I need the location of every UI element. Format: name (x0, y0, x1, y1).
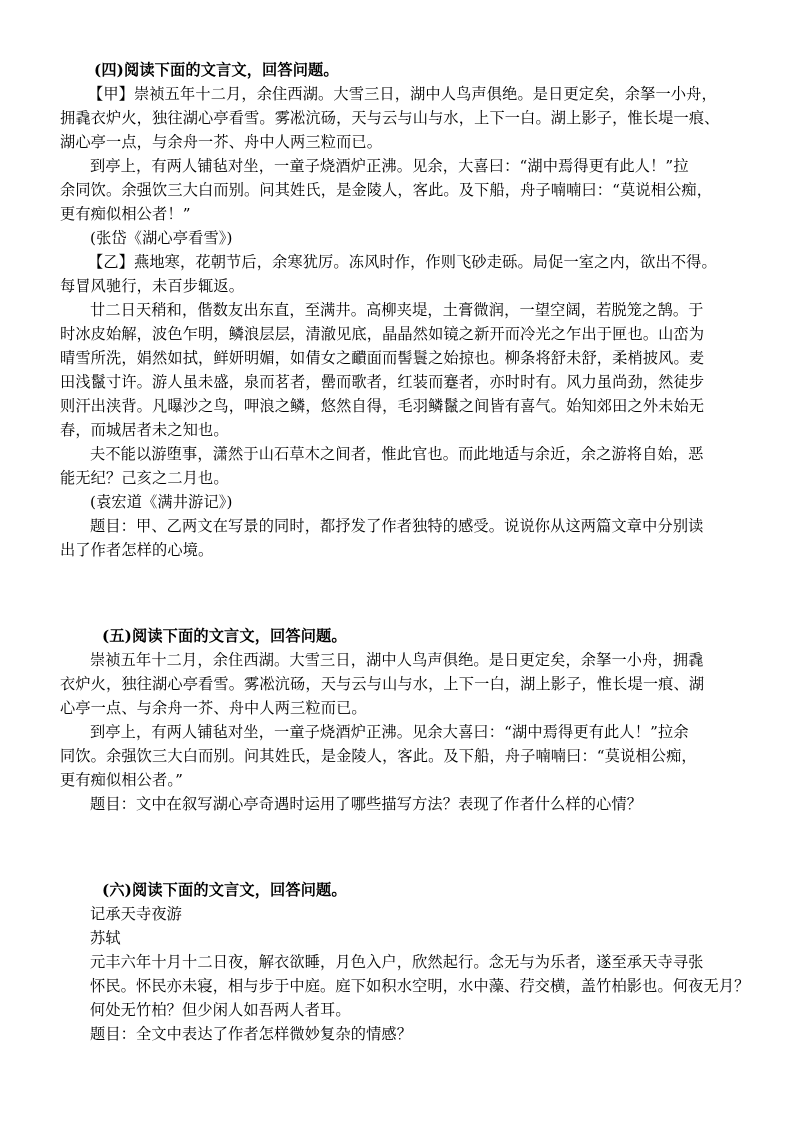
text-line: 湖心亭一点，与余舟一芥、舟中人两三粒而已。 (60, 133, 383, 151)
section-5 (60, 624, 738, 816)
text-line: 廿二日天稍和，偕数友出东直，至满井。高柳夹堤，土膏微润，一望空阔，若脱笼之鹄。于 (90, 301, 704, 319)
author: 苏轼 (90, 929, 121, 947)
text-line: 每冒风驰行，未百步辄返。 (60, 277, 245, 295)
text-line: 能无纪？己亥之二月也。 (60, 469, 229, 487)
text-line: 元丰六年十月十二日夜，解衣欲睡，月色入户，欣然起行。念无与为乐者，遂至承天寺寻张 (90, 953, 704, 971)
question-line: 题目：甲、乙两文在写景的同时，都抒发了作者独特的感受。说说你从这两篇文章中分别读 (90, 517, 704, 535)
section-4 (60, 58, 738, 562)
text-line: 怀民。怀民亦未寝，相与步于中庭。庭下如积水空明，水中藻、荇交横，盖竹柏影也。何夜无月？ (90, 977, 750, 995)
text-line: 衣炉火，独往湖心亭看雪。雾凇沆砀，天与云与山与水，上下一白，湖上影子，惟长堤一痕、湖 (60, 675, 705, 693)
section-6-heading: (六)阅读下面的文言文，回答问题。 (102, 881, 347, 899)
question-line: 题目：全文中表达了作者怎样微妙复杂的情感？ (90, 1025, 413, 1043)
text-line: 崇祯五年十二月，余住西湖。大雪三日，湖中人鸟声俱绝。是日更定矣，余拏一小舟，拥毳 (90, 651, 704, 669)
section-4-heading: (四)阅读下面的文言文，回答问题。 (94, 61, 339, 79)
text-line: 则汗出浃背。凡曝沙之鸟，呷浪之鳞，悠然自得，毛羽鳞鬣之间皆有喜气。始知郊田之外未始无 (60, 397, 705, 415)
question-line: 题目：文中在叙写湖心亭奇遇时运用了哪些描写方法？表现了作者什么样的心情？ (90, 795, 643, 813)
text-line: 晴雪所洗，娟然如拭，鲜妍明媚，如倩女之靧面而髻鬟之始掠也。柳条将舒未舒，柔梢披风。麦 (60, 349, 705, 367)
text-line: 田浅鬣寸许。游人虽未盛，泉而茗者，罍而歌者，红装而蹇者，亦时时有。风力虽尚劲，然徒步 (60, 373, 705, 391)
text-line: 夫不能以游堕事，潇然于山石草木之间者，惟此官也。而此地适与余近，余之游将自始，恶 (90, 445, 704, 463)
text-line: 春，而城居者未之知也。 (60, 421, 229, 439)
question-line: 出了作者怎样的心境。 (60, 541, 214, 559)
text-line: 更有痴似相公者！” (60, 205, 191, 223)
text-line: 更有痴似相公者。” (60, 771, 184, 789)
text-line: 【甲】崇祯五年十二月，余住西湖。大雪三日，湖中人鸟声俱绝。是日更定矣，余拏一小舟， (88, 85, 717, 103)
text-line: 到亭上，有两人铺毡对坐，一童子烧酒炉正沸。见余大喜曰：“湖中焉得更有此人！”拉余 (90, 723, 689, 741)
text-line: 拥毳衣炉火，独往湖心亭看雪。雾凇沆砀，天与云与山与水，上下一白。湖上影子，惟长堤一痕、 (60, 109, 720, 127)
text-line: 心亭一点、与余舟一芥、舟中人两三粒而已。 (60, 699, 367, 717)
source-citation: (袁宏道《满井游记》) (90, 493, 233, 511)
section-6 (88, 878, 750, 1046)
text-line: 何处无竹柏？但少闲人如吾两人者耳。 (90, 1001, 351, 1019)
text-line: 余同饮。余强饮三大白而别。问其姓氏，是金陵人，客此。及下船，舟子喃喃曰：“莫说相公痴， (60, 181, 713, 199)
text-line: 到亭上，有两人铺毡对坐，一童子烧酒炉正沸。见余，大喜曰：“湖中焉得更有此人！”拉 (90, 157, 689, 175)
text-line: 同饮。余强饮三大白而别。问其姓氏，是金陵人，客此。及下船，舟子喃喃曰：“莫说相公痴， (60, 747, 697, 765)
text-line: 时冰皮始解，波色乍明，鳞浪层层，清澈见底，晶晶然如镜之新开而冷光之乍出于匣也。山峦为 (60, 325, 705, 343)
section-5-heading: (五)阅读下面的文言文，回答问题。 (102, 627, 347, 645)
text-line: 【乙】燕地寒，花朝节后，余寒犹厉。冻风时作，作则飞砂走砾。局促一室之内，欲出不得。 (88, 253, 717, 271)
source-citation: (张岱《湖心亭看雪》) (90, 229, 233, 247)
poem-title: 记承天寺夜游 (90, 905, 183, 923)
